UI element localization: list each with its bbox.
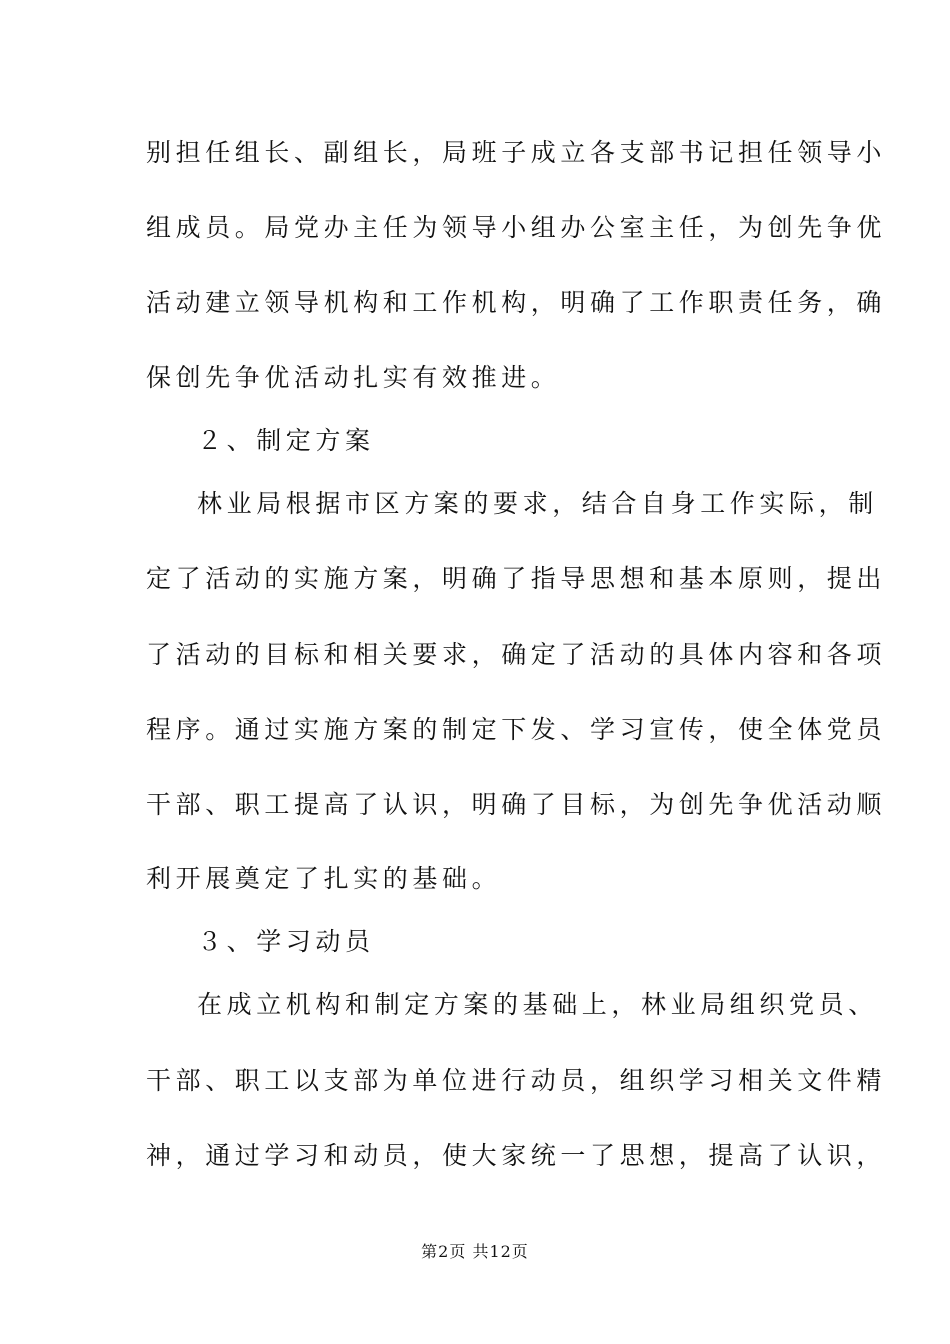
section-heading: ２、制定方案 (197, 426, 375, 455)
text-line: 程序。通过实施方案的制定下发、学习宣传，使全体党员 (146, 715, 887, 744)
text-line: 保创先争优活动扎实有效推进。 (146, 363, 561, 392)
page-footer: 第2页 共12页 (421, 1242, 529, 1261)
text-line: 神，通过学习和动员，使大家统一了思想，提高了认识， (146, 1141, 887, 1170)
text-line: 组成员。局党办主任为领导小组办公室主任，为创先争优 (146, 213, 887, 242)
text-line: 定了活动的实施方案，明确了指导思想和基本原则，提出 (146, 564, 887, 593)
text-line: 林业局根据市区方案的要求，结合自身工作实际，制 (197, 489, 878, 518)
text-line: 干部、职工以支部为单位进行动员，组织学习相关文件精 (146, 1066, 887, 1095)
text-line: 了活动的目标和相关要求，确定了活动的具体内容和各项 (146, 640, 887, 669)
text-line: 干部、职工提高了认识，明确了目标，为创先争优活动顺 (146, 790, 887, 819)
section-heading: ３、学习动员 (197, 927, 375, 956)
text-line: 别担任组长、副组长，局班子成立各支部书记担任领导小 (146, 138, 887, 167)
text-line: 利开展奠定了扎实的基础。 (146, 864, 502, 893)
text-line: 在成立机构和制定方案的基础上，林业局组织党员、 (197, 990, 878, 1019)
text-line: 活动建立领导机构和工作机构，明确了工作职责任务，确 (146, 288, 887, 317)
